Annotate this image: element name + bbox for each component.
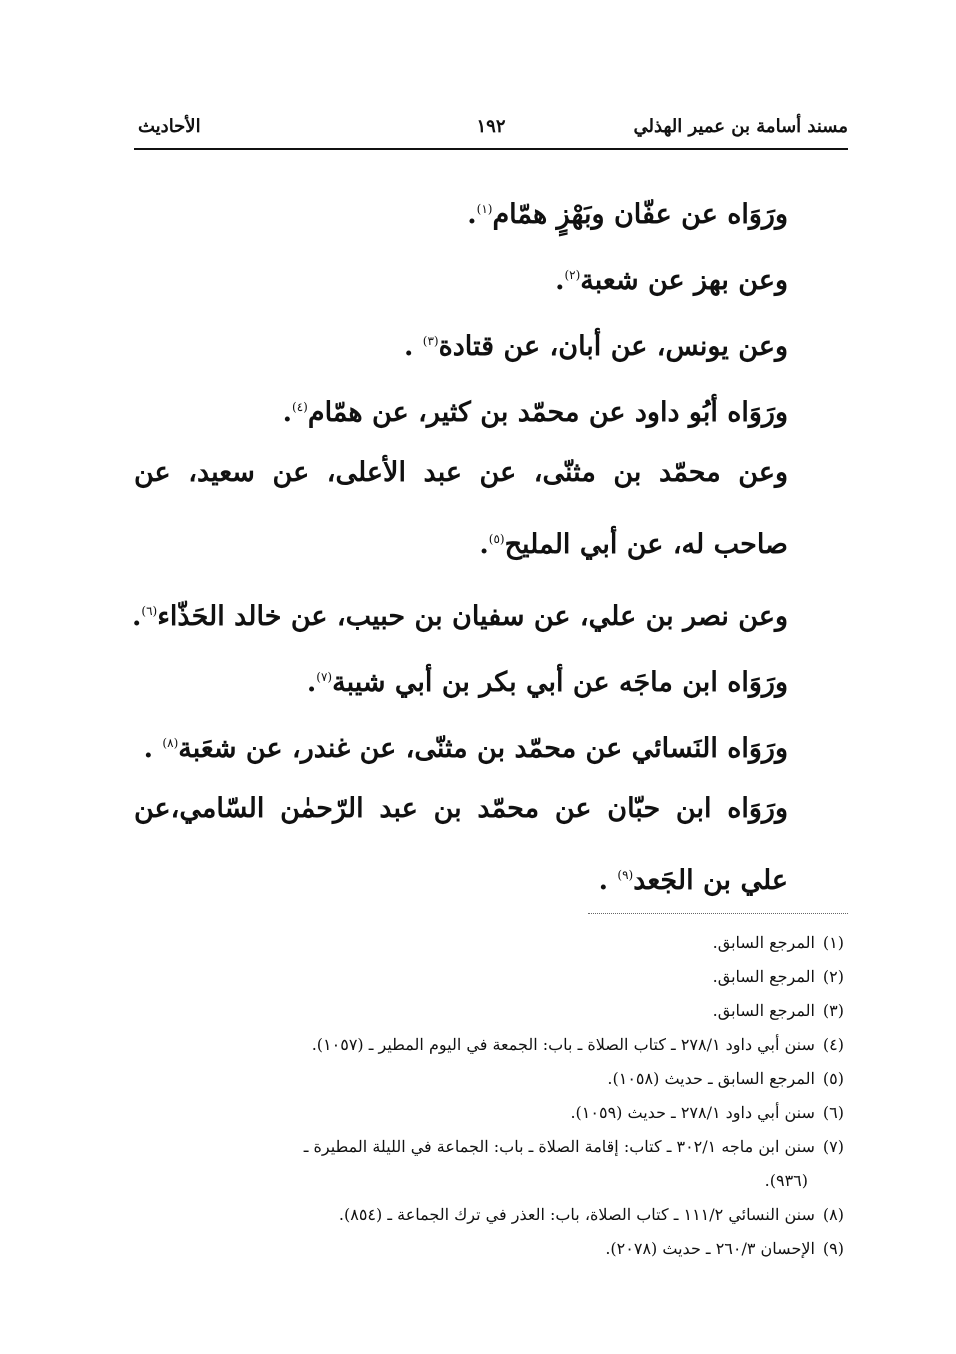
- paragraph-9: ورَوَاه ابن حبّان عن محمّد بن عبد الرّحمٰن السّامي،عن علي بن الجَعد$^{(٩)}$ .: [134, 793, 788, 896]
- footnote-7: (٧)سنن ابن ماجه ٣٠٢/١ ـ كتاب: إقامة الصلاة ـ باب: الجماعة في الليلة المطيرة ـ: [303, 1137, 844, 1156]
- paragraph-3: وعن يونس، عن أبان، عن قتادة$^{(٣)}$ .: [403, 331, 788, 362]
- footnote-ref[interactable]: (٨): [162, 736, 179, 750]
- footnote-ref[interactable]: (٥): [488, 532, 505, 546]
- paragraph-6: وعن نصر بن علي، عن سفيان بن حبيب، عن خالد الحَذّاء$^{(٦)}$.: [131, 601, 788, 632]
- paragraph-1: ورَوَاه عن عفّان وبَهْزٍ همّام$^{(١)}$.: [467, 199, 788, 230]
- book-title: مسند أسامة بن عمير الهذلي: [633, 116, 848, 137]
- footnote-9: (٩)الإحسان ٢٦٠/٣ ـ حديث (٢٠٧٨).: [605, 1239, 844, 1258]
- paragraph-2: وعن بهز عن شعبة$^{(٢)}$.: [555, 265, 788, 296]
- footnote-6: (٦)سنن أبي داود ٢٧٨/١ ـ حديث (١٠٥٩).: [570, 1103, 844, 1122]
- main-text: [131, 176, 848, 914]
- footnote-ref[interactable]: (٣): [422, 334, 439, 348]
- footnote-1: (١)المرجع السابق.: [712, 933, 844, 952]
- paragraph-7: ورَوَاه ابن ماجَه عن أبي بكر بن أبي شيبة$^{(٧)}$.: [306, 667, 788, 698]
- footnote-4: (٤)سنن أبي داود ٢٧٨/١ ـ كتاب الصلاة ـ باب: الجمعة في اليوم المطير ـ (١٠٥٧).: [311, 1035, 844, 1054]
- footnote-3: (٣)المرجع السابق.: [712, 1001, 844, 1020]
- footnote-separator: [588, 913, 848, 914]
- footnote-ref[interactable]: (٢): [564, 268, 581, 282]
- footnote-8: (٨)سنن النسائي ١١١/٢ ـ كتاب الصلاة، باب: العذر في ترك الجماعة ـ (٨٥٤).: [338, 1205, 844, 1224]
- page-number: ١٩٢: [476, 116, 506, 137]
- footnotes: [134, 926, 848, 1266]
- paragraph-5: وعن محمّد بن مثنّى، عن عبد الأعلى، عن سعيد، عن صاحب له، عن أبي المليح$^{(٥)}$.: [134, 457, 788, 560]
- paragraph-8: ورَوَاه النَسائي عن محمّد بن مثنّى، عن غندر، عن شعَبة$^{(٨)}$ .: [143, 733, 788, 764]
- footnote-ref[interactable]: (٧): [316, 670, 333, 684]
- footnote-ref[interactable]: (١): [476, 202, 493, 216]
- footnote-ref[interactable]: (٤): [292, 400, 308, 414]
- footnote-ref[interactable]: (٩): [617, 868, 634, 882]
- page-header: [134, 112, 848, 150]
- footnote-7-continuation: (٩٣٦).: [764, 1171, 808, 1190]
- section-title: الأحاديث: [138, 116, 201, 137]
- footnote-ref[interactable]: (٦): [141, 604, 158, 618]
- paragraph-4: ورَوَاه أبُو داود عن محمّد بن كثير، عن همّام$^{(٤)}$.: [282, 397, 788, 428]
- footnote-2: (٢)المرجع السابق.: [712, 967, 844, 986]
- footnote-5: (٥)المرجع السابق ـ حديث (١٠٥٨).: [607, 1069, 844, 1088]
